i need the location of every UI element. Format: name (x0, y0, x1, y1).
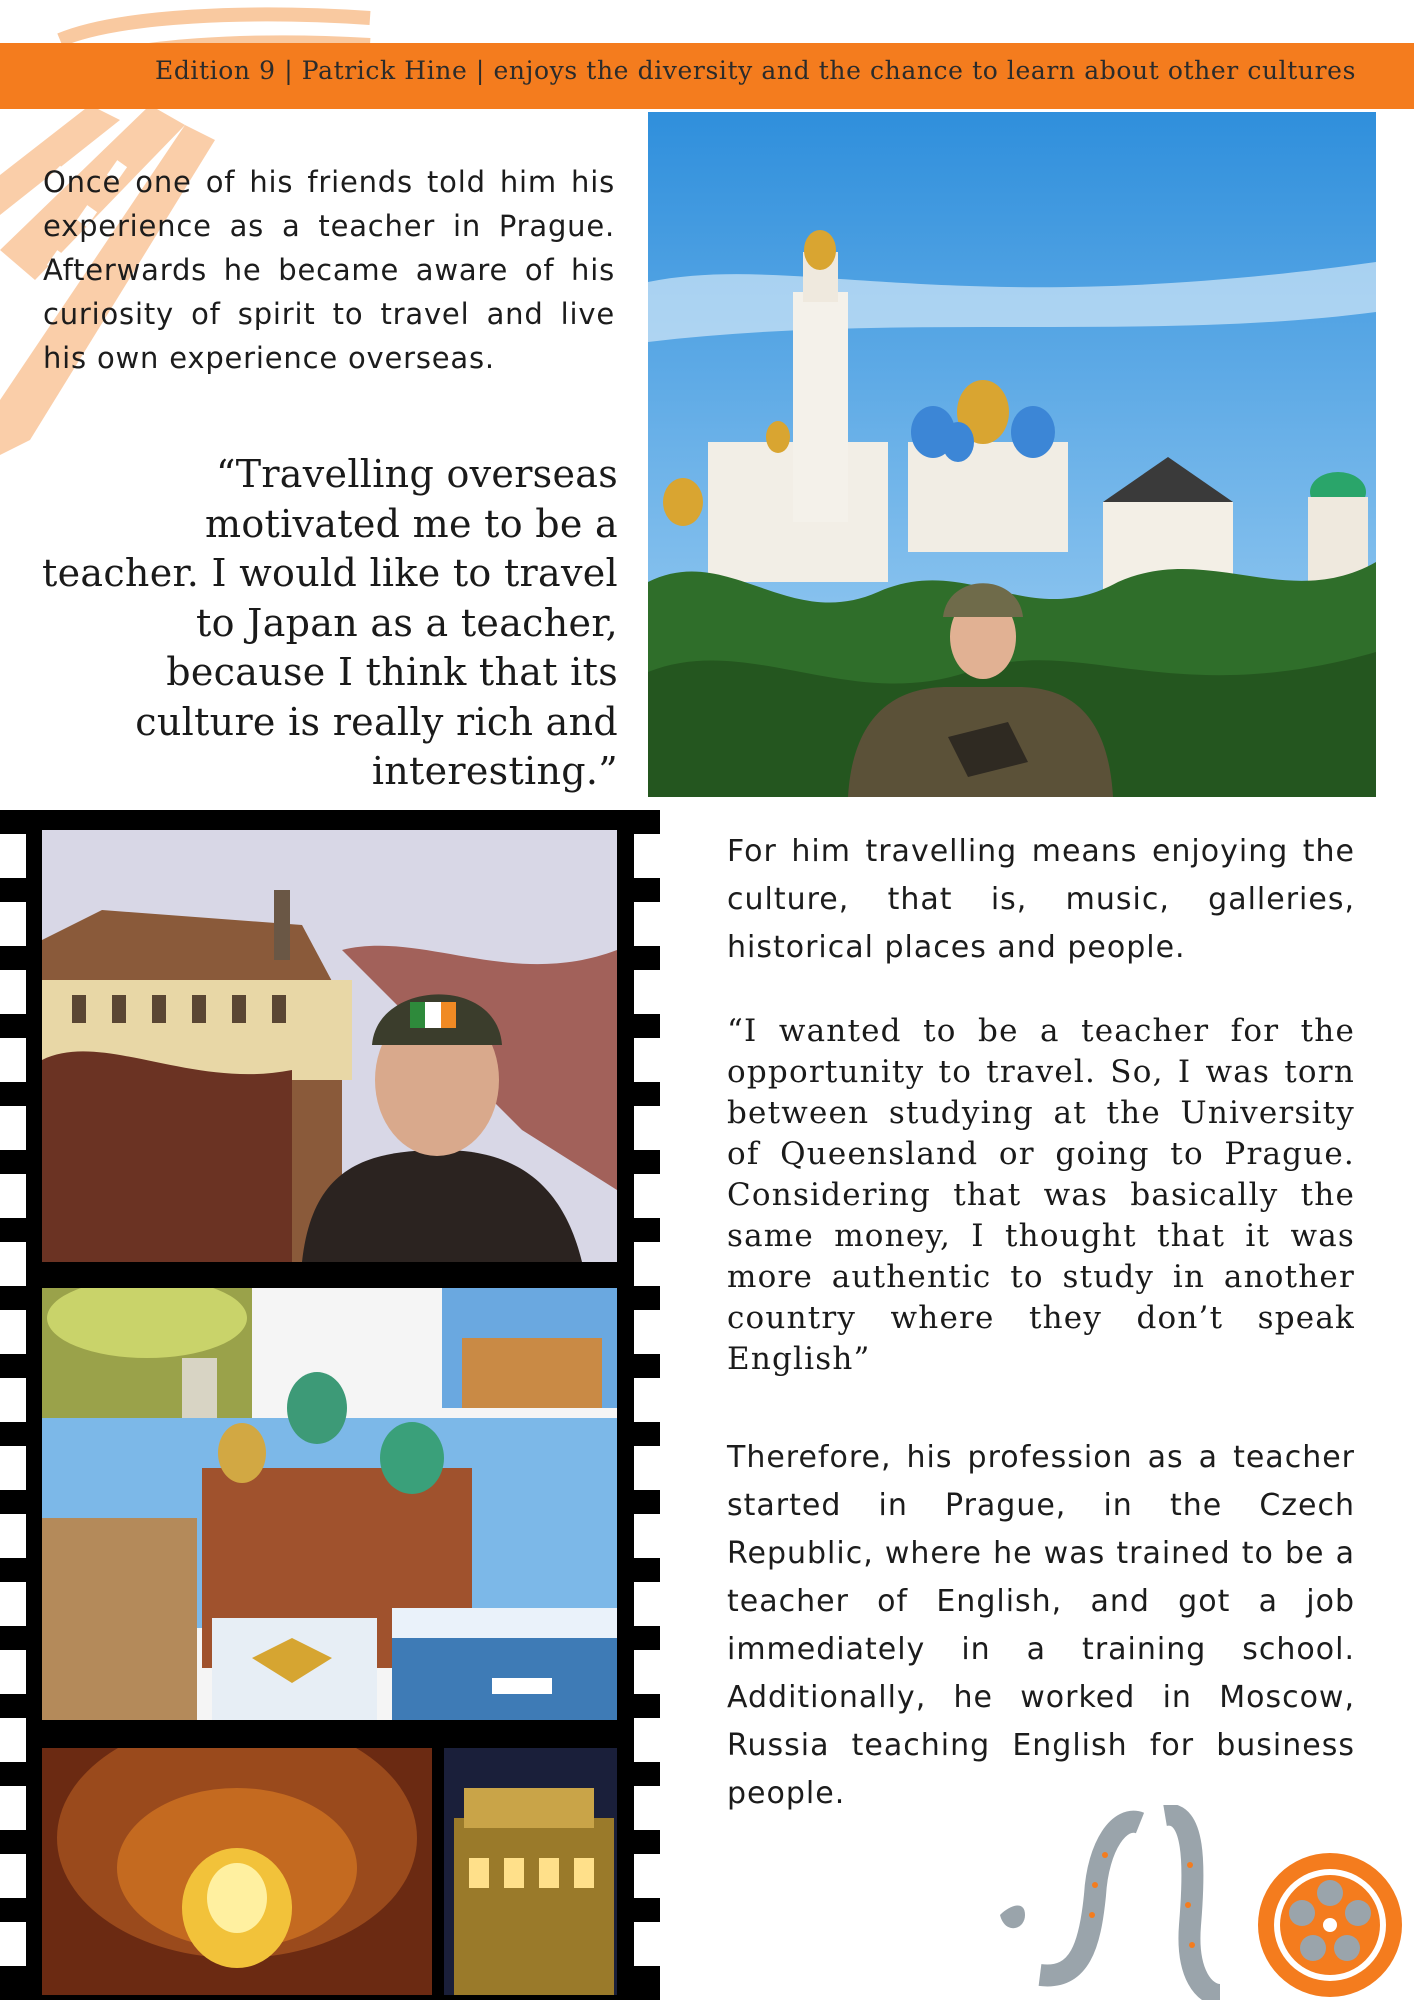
photo-monastery-portrait (648, 112, 1376, 797)
film-sprocket (0, 1242, 26, 1286)
film-sprocket (634, 1038, 660, 1082)
film-reel-icon (1258, 1853, 1402, 1997)
film-sprocket (634, 1378, 660, 1422)
film-sprocket (634, 1922, 660, 1966)
film-sprocket (634, 1106, 660, 1150)
film-sprocket (634, 834, 660, 878)
film-sprocket (634, 1786, 660, 1830)
teacher-quote: “I wanted to be a teacher for the opportunity to travel. So, I was torn between studying at the University of Queensland or going to Prague. Considering that was basically the same money, I thought that it was more authentic to study in another country where they don’t speak English” (727, 1013, 1355, 1377)
film-sprocket (0, 1446, 26, 1490)
film-sprocket (634, 1514, 660, 1558)
film-sprocket (0, 1106, 26, 1150)
film-sprocket (634, 1174, 660, 1218)
film-sprocket (0, 1378, 26, 1422)
film-sprocket (634, 1650, 660, 1694)
photo-st-petersburg-collage (42, 1288, 617, 1720)
film-sprocket (0, 1582, 26, 1626)
travel-meaning-paragraph: For him travelling means enjoying the culture, that is, music, galleries, historical places and people. (727, 834, 1355, 965)
film-sprocket (0, 1038, 26, 1082)
film-sprocket (0, 1718, 26, 1762)
film-sprocket (634, 902, 660, 946)
film-sprocket (0, 1514, 26, 1558)
film-sprocket (0, 1786, 26, 1830)
photo-opera-chandelier (42, 1748, 432, 1995)
header-title: Edition 9 | Patrick Hine | enjoys the diversity and the chance to learn about other cultures (154, 56, 1356, 85)
film-sprocket (634, 1582, 660, 1626)
film-sprocket (0, 1310, 26, 1354)
film-sprocket (634, 970, 660, 1014)
film-sprocket (634, 1242, 660, 1286)
film-sprocket (0, 970, 26, 1014)
photo-prague-selfie (42, 830, 617, 1262)
film-sprocket (0, 1174, 26, 1218)
film-sprocket (0, 1650, 26, 1694)
film-sprocket (0, 902, 26, 946)
film-sprocket (0, 1854, 26, 1898)
career-paragraph: Therefore, his profession as a teacher started in Prague, in the Czech Republic, where he was trained to be a teacher of English, and got a job immediately in a training school. Additionally, he worked in Moscow, Russia teaching English for business people. (727, 1440, 1355, 1811)
photo-theatre-night (444, 1748, 617, 1995)
film-sprocket (634, 1310, 660, 1354)
film-sprocket (634, 1854, 660, 1898)
film-sprocket (634, 1718, 660, 1762)
film-reel-decoration (980, 1805, 1414, 2000)
pull-quote: “Travelling overseas motivated me to be a teacher. I would like to travel to Japan as a teacher, because I think that its culture is really rich and interesting.” (42, 452, 618, 793)
film-sprocket (634, 1446, 660, 1490)
unrolled-film-icon (1000, 1815, 1220, 1995)
film-sprocket (0, 1922, 26, 1966)
film-strip-collage (0, 810, 660, 2000)
intro-paragraph: Once one of his friends told him his experience as a teacher in Prague. Afterwards he became aware of his curiosity of spirit to travel and live his own experience overseas. (43, 165, 615, 375)
film-sprocket (0, 834, 26, 878)
